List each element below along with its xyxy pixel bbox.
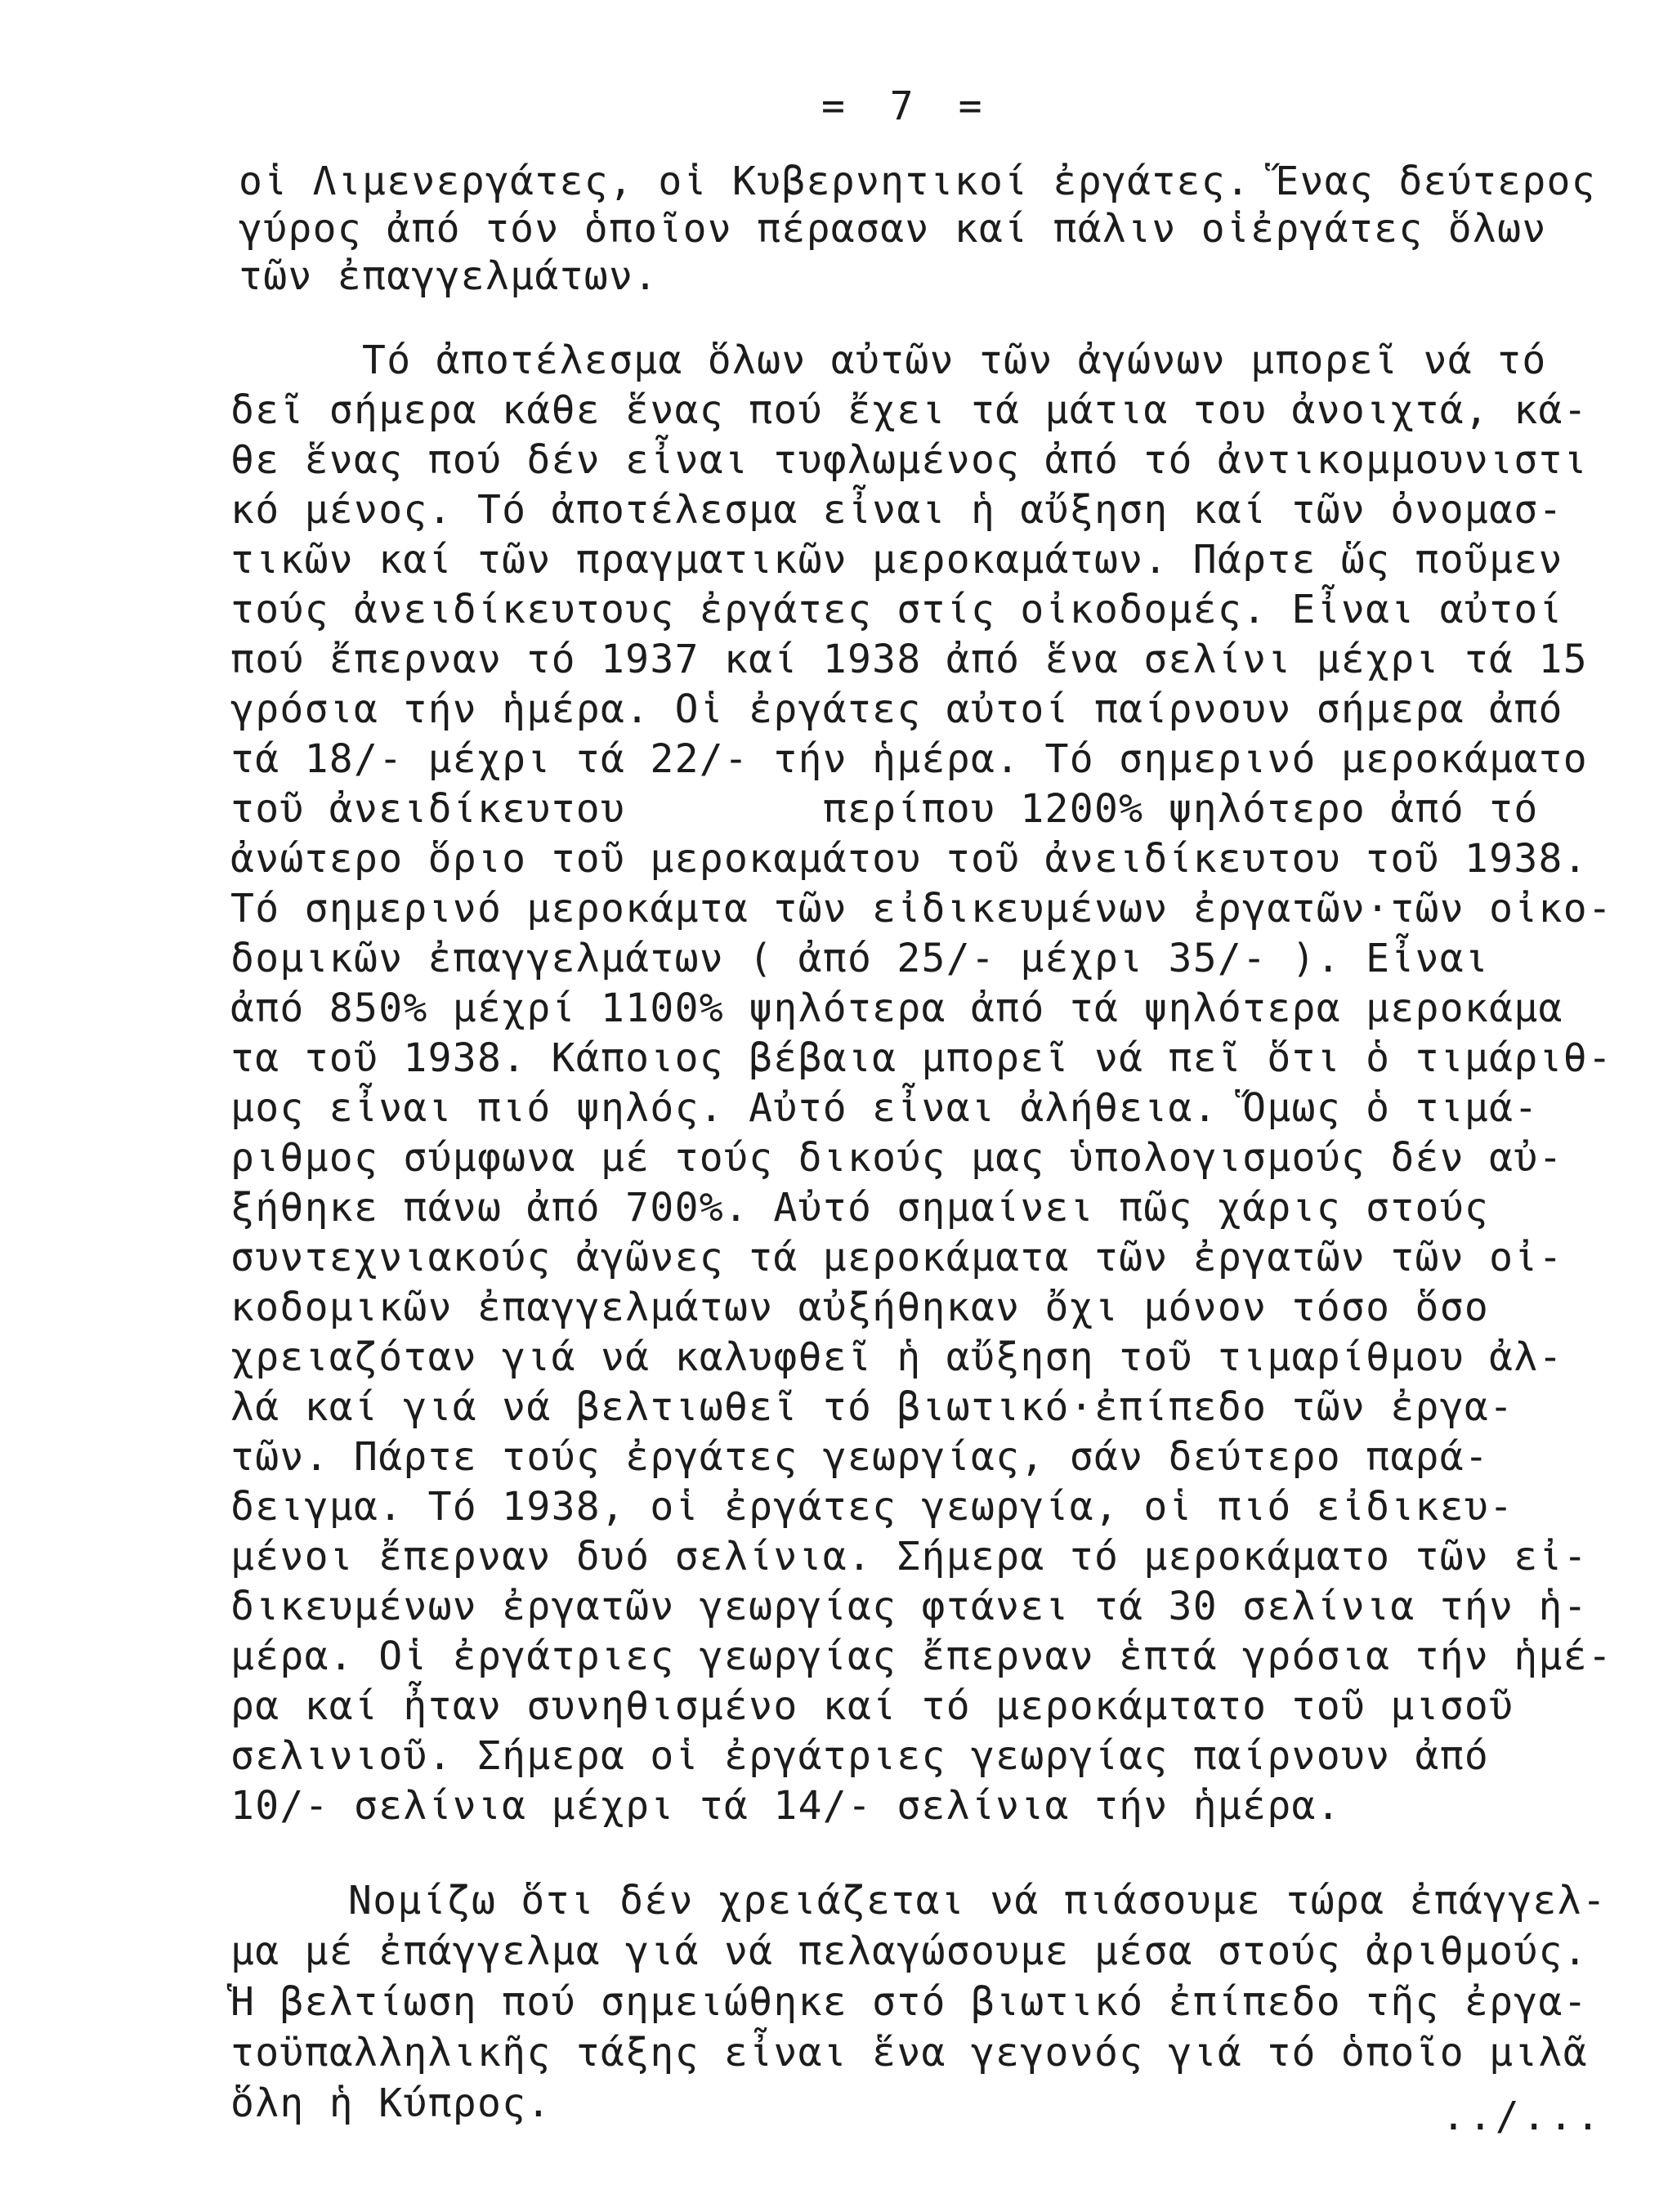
text-line: ριθμος σύμφωνα μέ τούς δικούς μας ὑπολογισμούς δέν αὐ-: [230, 1135, 1563, 1181]
text-line: Τό ἀποτέλεσμα ὅλων αὐτῶν τῶν ἀγώνων μπορεῖ νά τό: [362, 337, 1547, 383]
text-line: σελινιοῦ. Σήμερα οἱ ἐργάτριες γεωργίας παίρνουν ἀπό: [230, 1733, 1490, 1779]
paragraph-1: [239, 158, 1596, 300]
text-line: τικῶν καί τῶν πραγματικῶν μεροκαμάτων. Πάρτε ὥς ποῦμεν: [230, 537, 1563, 583]
text-line: γρόσια τήν ἡμέρα. Οἱ ἐργάτες αὐτοί παίρνουν σήμερα ἀπό: [230, 686, 1563, 732]
text-line: πού ἔπερναν τό 1937 καί 1938 ἀπό ἕνα σελίνι μέχρι τά 15: [230, 637, 1588, 682]
text-line: τα τοῦ 1938. Κάποιος βέβαια μπορεῖ νά πεῖ ὅτι ὁ τιμάριθ-: [230, 1035, 1613, 1081]
text-line: τά 18/- μέχρι τά 22/- τήν ἡμέρα. Τό σημερινό μεροκάματο: [230, 736, 1588, 782]
text-line: τοϋπαλληλικῆς τάξης εἶναι ἕνα γεγονός γιά τό ὁποῖο μιλᾶ: [230, 2030, 1588, 2076]
text-line: ἀνώτερο ὅριο τοῦ μεροκαμάτου τοῦ ἀνειδίκευτου τοῦ 1938.: [230, 836, 1588, 882]
text-line: λά καί γιά νά βελτιωθεῖ τό βιωτικό·ἐπίπεδο τῶν ἐργα-: [230, 1384, 1514, 1430]
text-line: Ἡ βελτίωση πού σημειώθηκε στό βιωτικό ἐπίπεδο τῆς ἐργα-: [230, 1979, 1588, 2025]
page-number: = 7 =: [821, 83, 993, 129]
text-line: κοδομικῶν ἐπαγγελμάτων αὐξήθηκαν ὄχι μόνον τόσο ὅσο: [230, 1285, 1490, 1330]
text-line: 10/- σελίνια μέχρι τά 14/- σελίνια τήν ἡμέρα.: [230, 1783, 1341, 1829]
text-line: μα μέ ἐπάγγελμα γιά νά πελαγώσουμε μέσα στούς ἀριθμούς.: [230, 1928, 1588, 1974]
text-line: δομικῶν ἐπαγγελμάτων ( ἀπό 25/- μέχρι 35/- ). Εἶναι: [230, 936, 1490, 981]
text-line: μέρα. Οἱ ἐργάτριες γεωργίας ἔπερναν ἑπτά γρόσια τήν ἡμέ-: [230, 1633, 1613, 1679]
text-line: τῶν ἐπαγγελμάτων.: [239, 253, 659, 299]
text-line: συντεχνιακούς ἀγῶνες τά μεροκάματα τῶν ἐργατῶν τῶν οἰ-: [230, 1235, 1563, 1280]
text-line: μένοι ἔπερναν δυό σελίνια. Σήμερα τό μεροκάματο τῶν εἰ-: [230, 1534, 1588, 1580]
text-line: ξήθηκε πάνω ἀπό 700%. Αὐτό σημαίνει πῶς χάρις στούς: [230, 1185, 1490, 1231]
text-line: τῶν. Πάρτε τούς ἐργάτες γεωργίας, σάν δεύτερο παρά-: [230, 1434, 1490, 1480]
paragraph-3: [230, 1875, 1607, 2129]
text-line: τοῦ ἀνειδίκευτου περίπου 1200% ψηλότερο ἀπό τό: [230, 786, 1539, 832]
text-line: ὅλη ἡ Κύπρος.: [230, 2080, 552, 2126]
text-line: Τό σημερινό μεροκάμτα τῶν εἰδικευμένων ἐργατῶν·τῶν οἰκο-: [230, 886, 1613, 932]
text-line: τούς ἀνειδίκευτους ἐργάτες στίς οἰκοδομές. Εἶναι αὐτοί: [230, 587, 1563, 632]
paragraph-2: [230, 336, 1612, 1831]
continuation-marker: ../...: [1442, 2094, 1603, 2139]
text-line: ρα καί ἦταν συνηθισμένο καί τό μεροκάμτατο τοῦ μισοῦ: [230, 1683, 1514, 1729]
text-line: Νομίζω ὅτι δέν χρειάζεται νά πιάσουμε τώρα ἐπάγγελ-: [348, 1878, 1608, 1924]
text-line: δικευμένων ἐργατῶν γεωργίας φτάνει τά 30 σελίνια τήν ἡ-: [230, 1584, 1588, 1629]
text-line: δεῖ σήμερα κάθε ἕνας πού ἔχει τά μάτια του ἀνοιχτά, κά-: [230, 387, 1588, 433]
text-line: κό μένος. Τό ἀποτέλεσμα εἶναι ἡ αὔξηση καί τῶν ὀνομασ-: [230, 487, 1563, 533]
text-line: χρειαζόταν γιά νά καλυφθεῖ ἡ αὔξηση τοῦ τιμαρίθμου ἀλ-: [230, 1334, 1563, 1380]
text-line: μος εἶναι πιό ψηλός. Αὐτό εἶναι ἀλήθεια. Ὅμως ὁ τιμά-: [230, 1085, 1539, 1131]
text-line: γύρος ἀπό τόν ὁποῖον πέρασαν καί πάλιν οἱἐργάτες ὅλων: [239, 206, 1547, 252]
text-line: δειγμα. Τό 1938, οἱ ἐργάτες γεωργία, οἱ πιό εἰδικευ-: [230, 1484, 1514, 1530]
text-line: θε ἕνας πού δέν εἶναι τυφλωμένος ἀπό τό ἀντικομμουνιστι: [230, 437, 1588, 483]
text-line: ἀπό 850% μέχρί 1100% ψηλότερα ἀπό τά ψηλότερα μεροκάμα: [230, 985, 1563, 1031]
text-line: οἱ Λιμενεργάτες, οἱ Κυβερνητικοί ἐργάτες. Ἕνας δεύτερος: [239, 159, 1596, 204]
